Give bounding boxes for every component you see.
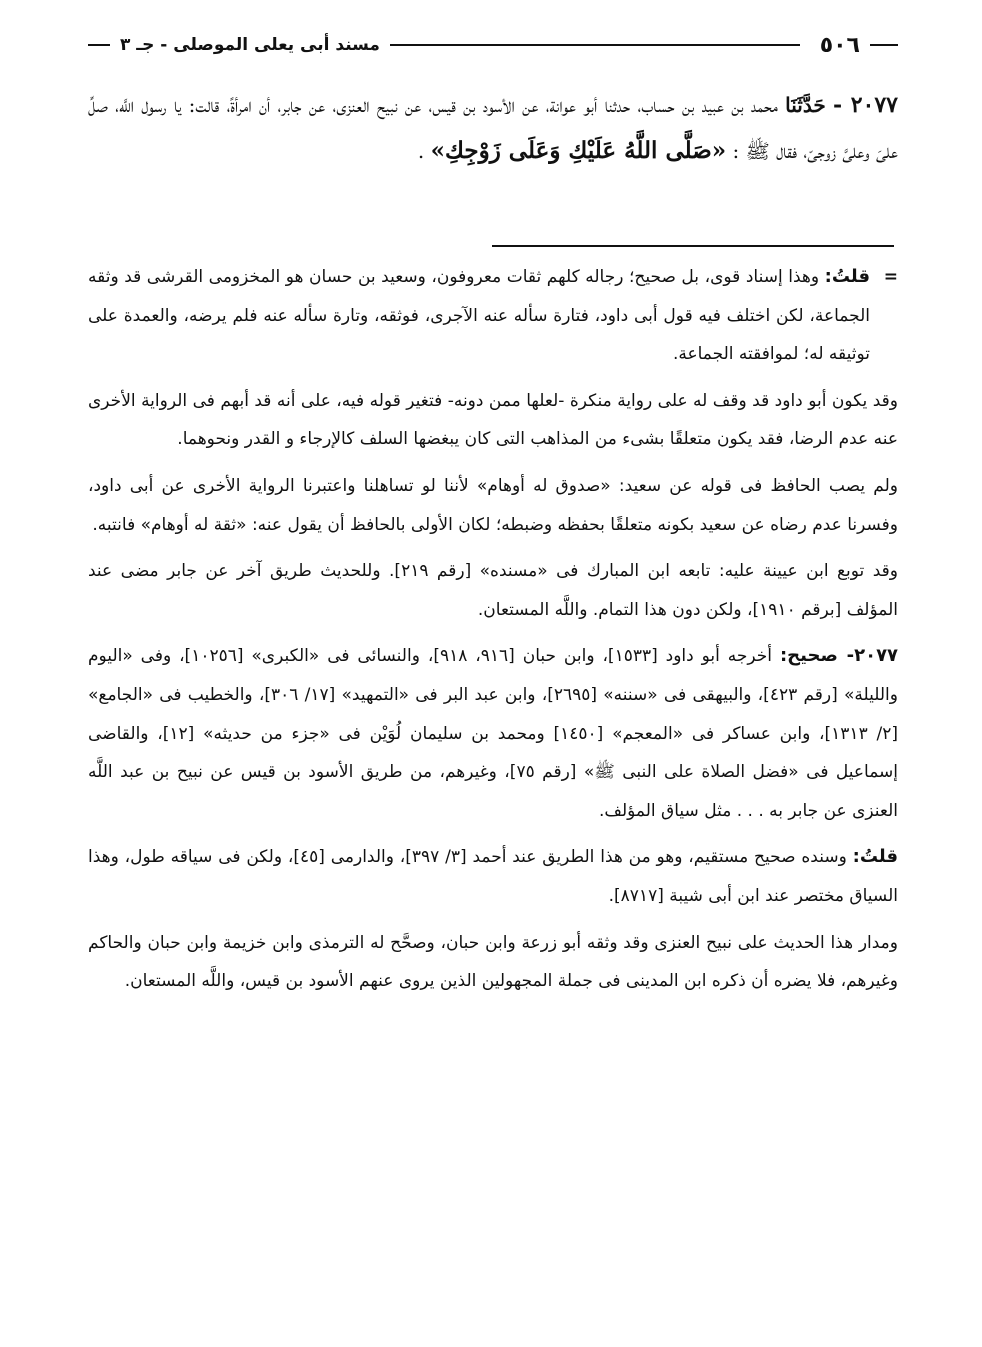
note-text: وقد يكون أبو داود قد وقف له على رواية منكرة -لعلها ممن دونه- فتغير قوله فيه، على أنه قد أبهم فى الرواية الأخرى عنه عدم الرضا، فقد يكون متعلقًا بشىء من المذاهب التى كان يبغضها السلف كالإرجاء و القدر ونحوهما.	[88, 390, 898, 450]
takhrij-paragraph	[88, 637, 898, 830]
header-rule	[390, 44, 800, 46]
page-number: ٥٠٦	[819, 32, 860, 58]
hadith-body: محمد بن عبيد بن حساب، حدثنا أبو عوانة، عن الأسود بن قيس، عن نبيح العنزى، عن جابر، أن امرأةً، قالت: يا رسول اللَّه، صلِّ علىَ وعلىَّ زوجىّ، فقال ﷺ :	[88, 93, 898, 163]
takhrij-lead: ٢٠٧٧- صحيح:	[779, 645, 899, 667]
takhrij-text: أخرجه أبو داود [١٥٣٣]، وابن حبان [٩١٦، ٩١٨]، والنسائى فى «الكبرى» [١٠٢٥٦]، وفى «اليوم والليلة» [رقم ٤٢٣]، والبيهقى فى «سننه» [٢٦٩٥]، وابن عبد البر فى «التمهيد» [١٧/ ٣٠٦]، والخطيب فى «الجامع» [٢/ ١٣١٣]، وابن عساكر فى «المعجم» [١٤٥٠] ومحمد بن سليمان لُوَيْن فى «جزء من حديثه» [١٢]، والقاضى إسماعيل فى «فضل الصلاة على النبى ﷺ» [رقم ٧٥]، وغيرهم، من طريق الأسود بن قيس عن نبيح بن عبد اللَّه العنزى عن جابر به . . . مثل سياق المؤلف.	[88, 646, 899, 821]
note-paragraph	[88, 552, 898, 629]
hadith-narration-verb: حَدَّثَنَا	[785, 93, 826, 117]
header-dash	[870, 44, 898, 46]
note-paragraph	[88, 382, 898, 459]
continuation-mark: =	[883, 267, 898, 287]
note-paragraph	[88, 838, 898, 915]
note-paragraph	[88, 467, 898, 544]
hadith-prophetic-quote: «صَلَّى اللَّهُ عَلَيْكِ وَعَلَى زَوْجِكِ»	[430, 137, 727, 164]
header-dash	[88, 44, 110, 46]
note-paragraph	[88, 924, 898, 1001]
footnotes	[88, 258, 898, 1009]
running-title: مسند أبى يعلى الموصلى - جـ ٣	[120, 35, 380, 55]
hadith-end: .	[417, 139, 425, 163]
hadith-text	[88, 82, 898, 174]
note-text: وقد توبع ابن عيينة عليه: تابعه ابن المبارك فى «مسنده» [رقم ٢١٩]. وللحديث طريق آخر عن جابر مضى عند المؤلف [برقم ١٩١٠]، ولكن دون هذا التمام. واللَّه المستعان.	[88, 561, 898, 620]
note-text: وسنده صحيح مستقيم، وهو من هذا الطريق عند أحمد [٣/ ٣٩٧]، والدارمى [٤٥]، ولكن فى سياقه طول، وهذا السياق مختصر عند ابن أبى شيبة [٨٧١٧].	[88, 847, 898, 906]
note-paragraph	[88, 258, 898, 374]
note-lead: قلتُ:	[852, 846, 899, 868]
hadith-number: ٢٠٧٧ -	[833, 92, 898, 118]
note-text: ولم يصب الحافظ فى قوله عن سعيد: «صدوق له أوهام» لأننا لو تساهلنا واعتبرنا الرواية الأخرى عن أبى داود، وفسرنا عدم رضاه عن سعيد بكونه متعلقًا بحفظه وضبطه؛ لكان الأولى بالحافظ أن يقول عنه: «ثقة له أوهام» فانتبه.	[88, 475, 898, 535]
footnote-separator	[492, 245, 894, 247]
running-header	[88, 30, 898, 60]
note-text: وهذا إسناد قوى، بل صحيح؛ رجاله كلهم ثقات معروفون، وسعيد بن حسان هو المخزومى القرشى قد وثقه الجماعة، لكن اختلف فيه قول أبى داود، فتارة سأله عنه الآجرى، فوثقه، وتارة سأله عنه فلم يرضه، والعمدة على توثيقه له؛ لموافقته الجماعة.	[88, 267, 870, 365]
note-lead: قلتُ:	[824, 266, 871, 287]
note-text: ومدار هذا الحديث على نبيح العنزى وقد وثقه أبو زرعة وابن حبان، وصحَّح له الترمذى وابن خزيمة وابن حبان والحاكم وغيرهم، فلا يضره أن ذكره ابن المدينى فى جملة المجهولين الذين يروى عنهم الأسود بن قيس، واللَّه المستعان.	[88, 932, 898, 992]
